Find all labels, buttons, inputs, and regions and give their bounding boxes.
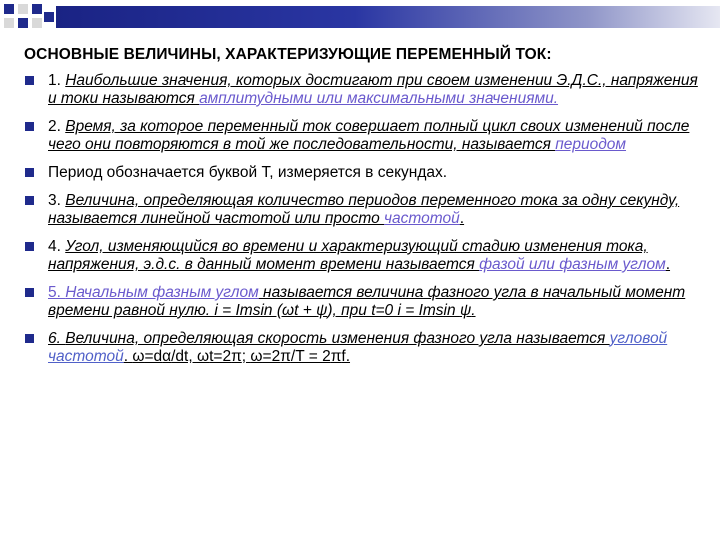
header-bar — [56, 6, 720, 28]
list-item: 1. Наибольшие значения, которых достигают при своем изменении Э.Д.С., напряжения и токи называются амплитудными или максимальными значениями. — [22, 72, 702, 108]
deco-square — [18, 4, 28, 14]
term-highlight: частотой — [384, 210, 460, 227]
deco-square — [4, 4, 14, 14]
term-highlight: амплитудными или максимальными значениями. — [199, 90, 559, 107]
list-item: 5. Начальным фазным углом называется величина фазного угла в начальный момент времени равной нулю. i = Imsin (ωt + ψ), при t=0 i = Imsin ψ. — [22, 284, 702, 320]
square-bullet-icon — [25, 122, 34, 131]
header-decoration — [0, 0, 720, 34]
list-item: 3. Величина, определяющая количество периодов переменного тока за одну секунду, называется линейной частотой или просто частотой. — [22, 192, 702, 228]
term-highlight: Начальным фазным углом — [65, 284, 259, 301]
deco-square — [32, 18, 42, 28]
deco-square — [18, 18, 28, 28]
square-bullet-icon — [25, 334, 34, 343]
square-bullet-icon — [25, 196, 34, 205]
slide-title: ОСНОВНЫЕ ВЕЛИЧИНЫ, ХАРАКТЕРИЗУЮЩИЕ ПЕРЕМЕННЫЙ ТОК: — [24, 46, 552, 63]
deco-square — [4, 18, 14, 28]
list-item: 4. Угол, изменяющийся во времени и характеризующий стадию изменения тока, напряжения, э.д.с. в данный момент времени называется фазой или фазным углом. — [22, 238, 702, 274]
square-bullet-icon — [25, 168, 34, 177]
list-item: 2. Время, за которое переменный ток совершает полный цикл своих изменений после чего они повторяются в той же последовательности, называется периодом — [22, 118, 702, 154]
term-highlight: фазой или фазным углом — [479, 256, 666, 273]
deco-square — [44, 12, 54, 22]
list-item: Период обозначается буквой Т, измеряется в секундах. — [22, 164, 702, 182]
square-bullet-icon — [25, 288, 34, 297]
bullet-list — [22, 72, 702, 376]
list-item: 6. Величина, определяющая скорость изменения фазного угла называется угловой частотой. ω=dα/dt, ωt=2π; ω=2π/T = 2πf. — [22, 330, 702, 366]
square-bullet-icon — [25, 242, 34, 251]
term-highlight: периодом — [555, 136, 627, 153]
square-bullet-icon — [25, 76, 34, 85]
deco-square — [32, 4, 42, 14]
term-highlight: угловой частотой — [48, 330, 668, 365]
